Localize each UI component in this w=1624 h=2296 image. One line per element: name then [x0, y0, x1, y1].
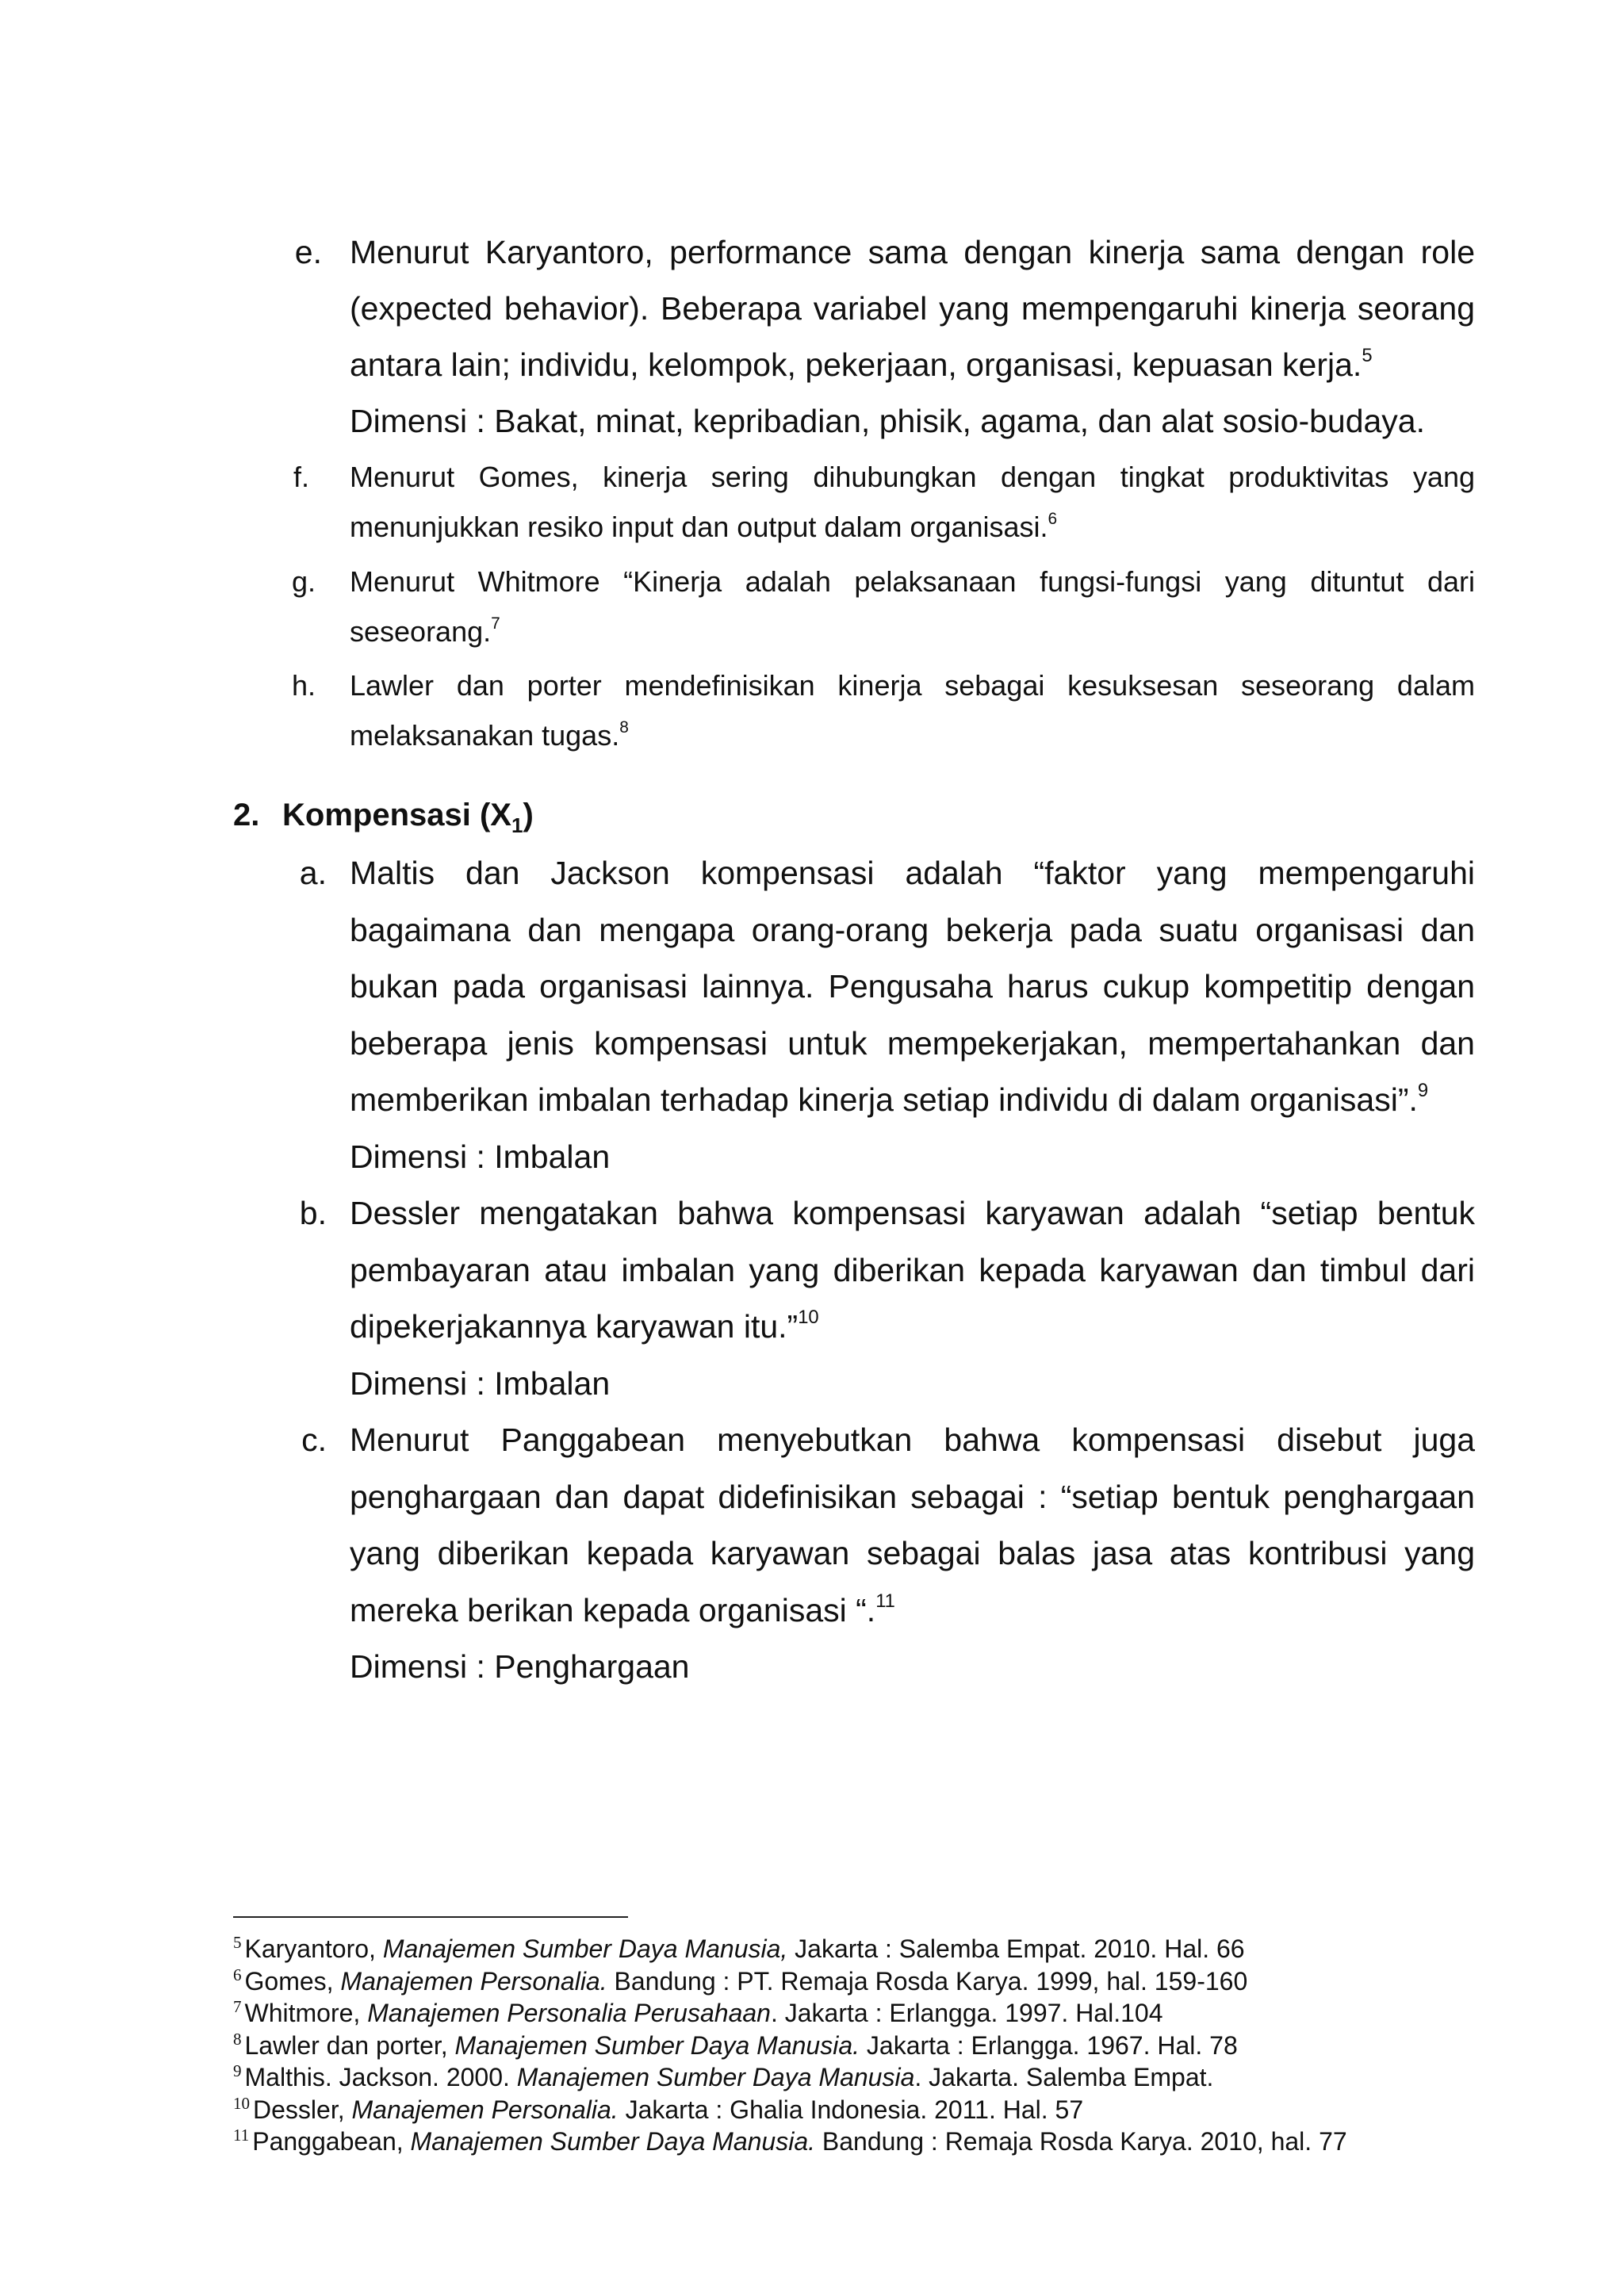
- footnote-author: Lawler dan porter,: [244, 2030, 455, 2060]
- footnote-9: [233, 2061, 1502, 2094]
- footnote-number: 11: [233, 2126, 250, 2145]
- footnote-author: Panggabean,: [252, 2127, 411, 2156]
- text-line: Maltis dan Jackson kompensasi adalah “faktor yang mempengaruhi: [350, 855, 1475, 891]
- footnote-number: 6: [233, 1965, 242, 1984]
- list-item-text: [350, 660, 1475, 760]
- footnote-ref: 5: [1362, 345, 1373, 367]
- footnotes: [233, 1933, 1502, 2158]
- footnote-details: . Jakarta. Salemba Empat.: [914, 2063, 1214, 2091]
- list-marker: a.: [299, 855, 327, 891]
- section-title-subscript: 1: [511, 813, 523, 838]
- dimensi-text: Dimensi : Penghargaan: [350, 1648, 690, 1685]
- text-line: (expected behavior). Beberapa variabel yang mempengaruhi kinerja seorang: [350, 290, 1475, 327]
- text-line: Lawler dan porter mendefinisikan kinerja sebagai kesuksesan seseorang dalam: [350, 669, 1475, 702]
- dimensi-text: Dimensi : Bakat, minat, kepribadian, phisik, agama, dan alat sosio-budaya.: [350, 403, 1426, 439]
- footnote-ref: 9: [1417, 1080, 1429, 1102]
- list-item-text: [350, 1412, 1475, 1696]
- list-item-text: [350, 845, 1475, 1185]
- text-line: Menurut Karyantoro, performance sama dengan kinerja sama dengan role: [350, 234, 1475, 270]
- footnote-title: Manajemen Personalia.: [351, 2095, 619, 2124]
- footnote-6: [233, 1965, 1502, 1998]
- text-line: bukan pada organisasi lainnya. Pengusaha harus cukup kompetitip dengan: [350, 968, 1475, 1004]
- section-number: 2.: [233, 798, 260, 832]
- footnote-author: Whitmore,: [244, 1999, 368, 2027]
- footnote-ref: 6: [1048, 510, 1058, 529]
- text-line: memberikan imbalan terhadap kinerja setiap individu di dalam organisasi”.: [350, 1081, 1418, 1118]
- footnote-author: Karyantoro,: [244, 1934, 383, 1963]
- text-line: melaksanakan tugas.: [350, 719, 620, 752]
- footnote-number: 10: [233, 2093, 250, 2113]
- footnote-details: Jakarta : Salemba Empat. 2010. Hal. 66: [787, 1934, 1245, 1963]
- text-line: dipekerjakannya karyawan itu.”: [350, 1308, 799, 1345]
- list-item-text: [350, 1185, 1475, 1412]
- footnote-10: [233, 2094, 1502, 2126]
- list-item-text: [350, 452, 1475, 552]
- footnote-separator: [233, 1916, 628, 1918]
- footnote-5: [233, 1933, 1502, 1965]
- section-title-end: ): [523, 798, 534, 832]
- footnote-details: Jakarta : Ghalia Indonesia. 2011. Hal. 57: [618, 2095, 1084, 2124]
- footnote-title: Manajemen Personalia.: [340, 1966, 607, 1996]
- footnote-number: 9: [233, 2061, 242, 2081]
- list-marker: b.: [299, 1195, 327, 1231]
- footnote-title: Manajemen Personalia Perusahaan: [367, 1999, 771, 2027]
- text-line: bagaimana dan mengapa orang-orang bekerja pada suatu organisasi dan: [350, 911, 1475, 948]
- footnote-ref: 8: [619, 718, 629, 737]
- dimensi-text: Dimensi : Imbalan: [350, 1364, 611, 1402]
- text-line: menunjukkan resiko input dan output dalam organisasi.: [350, 511, 1048, 543]
- text-line: Menurut Gomes, kinerja sering dihubungkan dengan tingkat produktivitas yang: [350, 461, 1475, 493]
- text-line: mereka berikan kepada organisasi “.: [350, 1591, 876, 1628]
- footnote-number: 5: [233, 1933, 242, 1953]
- footnote-8: [233, 2030, 1502, 2062]
- text-line: antara lain; individu, kelompok, pekerjaan, organisasi, kepuasan kerja.: [350, 346, 1362, 383]
- footnote-11: [233, 2126, 1502, 2158]
- text-line: yang diberikan kepada karyawan sebagai balas jasa atas kontribusi yang: [350, 1535, 1475, 1571]
- footnote-ref: 7: [491, 614, 500, 633]
- text-line: Menurut Whitmore “Kinerja adalah pelaksanaan fungsi-fungsi yang dituntut dari: [350, 565, 1475, 598]
- text-line: penghargaan dan dapat didefinisikan sebagai : “setiap bentuk penghargaan: [350, 1478, 1475, 1515]
- list-marker: g.: [291, 565, 316, 598]
- section-heading: [233, 793, 534, 837]
- footnote-author: Malthis. Jackson. 2000.: [244, 2063, 517, 2091]
- text-line: beberapa jenis kompensasi untuk mempekerjakan, mempertahankan dan: [350, 1024, 1475, 1062]
- list-marker: f.: [293, 461, 309, 493]
- footnote-title: Manajemen Sumber Daya Manusia,: [382, 1934, 788, 1963]
- footnote-ref: 10: [798, 1307, 819, 1329]
- footnote-details: Jakarta : Erlangga. 1967. Hal. 78: [860, 2030, 1238, 2060]
- footnote-details: Bandung : PT. Remaja Rosda Karya. 1999, hal. 159-160: [607, 1966, 1248, 1996]
- list-marker: e.: [294, 234, 322, 270]
- section-title: Kompensasi (X: [282, 798, 511, 832]
- footnote-author: Dessler,: [253, 2095, 352, 2124]
- footnote-details: Bandung : Remaja Rosda Karya. 2010, hal. 77: [815, 2127, 1347, 2156]
- text-line: seseorang.: [350, 615, 492, 648]
- footnote-7: [233, 1997, 1502, 2030]
- list-marker: c.: [301, 1422, 327, 1458]
- dimensi-text: Dimensi : Imbalan: [350, 1138, 611, 1175]
- footnote-title: Manajemen Sumber Daya Manusia.: [454, 2030, 860, 2060]
- footnote-author: Gomes,: [244, 1966, 341, 1996]
- footnote-ref: 11: [875, 1590, 895, 1612]
- list-marker: h.: [291, 669, 316, 702]
- text-line: Menurut Panggabean menyebutkan bahwa kompensasi disebut juga: [350, 1422, 1475, 1458]
- footnote-number: 8: [233, 2029, 242, 2049]
- footnote-title: Manajemen Sumber Daya Manusia.: [410, 2127, 815, 2156]
- list-item-text: [350, 224, 1475, 450]
- text-line: pembayaran atau imbalan yang diberikan kepada karyawan dan timbul dari: [350, 1251, 1475, 1288]
- list-item-text: [350, 557, 1475, 656]
- footnote-title: Manajemen Sumber Daya Manusia: [516, 2063, 915, 2091]
- text-line: Dessler mengatakan bahwa kompensasi karyawan adalah “setiap bentuk: [350, 1195, 1475, 1231]
- footnote-details: . Jakarta : Erlangga. 1997. Hal.104: [770, 1999, 1163, 2027]
- footnote-number: 7: [233, 1997, 242, 2017]
